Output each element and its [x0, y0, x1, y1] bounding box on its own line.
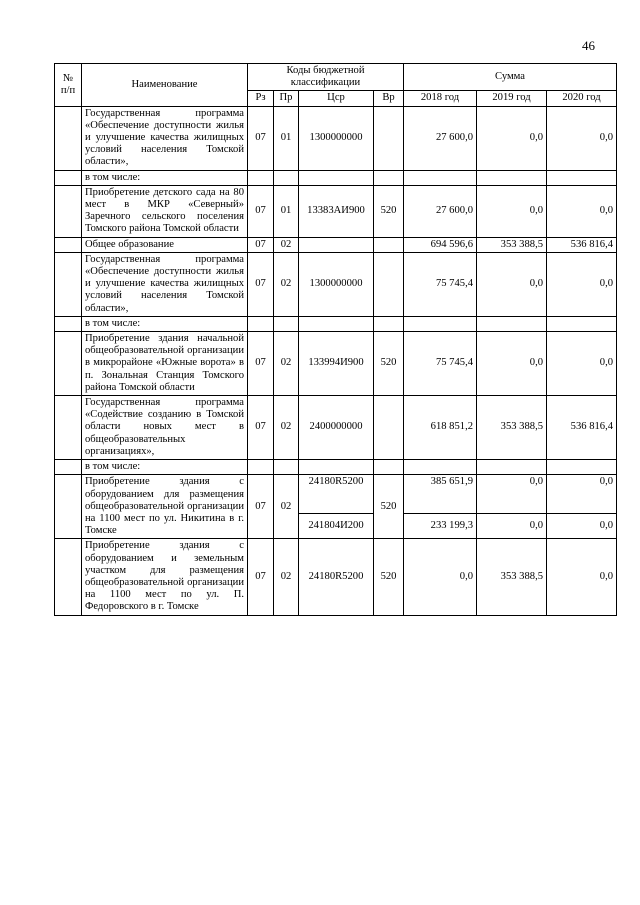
row-rz: 07 [248, 106, 274, 170]
row-2018: 75 745,4 [404, 332, 477, 396]
table-row [55, 237, 617, 252]
row-name: в том числе: [82, 170, 248, 185]
row-csr: 241804И200 [299, 514, 374, 539]
table-row [55, 332, 617, 396]
row-rz: 07 [248, 332, 274, 396]
row-rz: 07 [248, 475, 274, 539]
row-name: в том числе: [82, 460, 248, 475]
row-2020: 0,0 [547, 539, 617, 615]
row-num [55, 170, 82, 185]
table-row [55, 185, 617, 237]
row-name: Государственная программа «Содействие созданию в Томской области новых мест в общеобразовательных организациях», [82, 396, 248, 460]
table-row [55, 396, 617, 460]
row-pr: 02 [274, 396, 299, 460]
table-row [55, 460, 617, 475]
row-vr [374, 237, 404, 252]
header-2018: 2018 год [404, 91, 477, 106]
row-2020: 0,0 [547, 475, 617, 514]
row-rz: 07 [248, 396, 274, 460]
row-2019: 0,0 [477, 252, 547, 316]
header-codes: Коды бюджетной классификации [248, 64, 404, 91]
row-num [55, 396, 82, 460]
row-2020: 536 816,4 [547, 396, 617, 460]
row-vr: 520 [374, 332, 404, 396]
row-name: Приобретение здания с оборудованием и земельным участком для размещения общеобразовательной организации на 1100 мест по ул. П. Федоровского в г. Томске [82, 539, 248, 615]
row-2018: 385 651,9 [404, 475, 477, 514]
header-name: Наименование [82, 64, 248, 107]
header-rz: Рз [248, 91, 274, 106]
row-num [55, 460, 82, 475]
table-row [55, 252, 617, 316]
table-row [55, 475, 617, 514]
header-pr: Пр [274, 91, 299, 106]
row-2020: 536 816,4 [547, 237, 617, 252]
row-vr [374, 396, 404, 460]
header-num: № п/п [55, 64, 82, 107]
row-csr: 133994И900 [299, 332, 374, 396]
row-csr: 1300000000 [299, 106, 374, 170]
row-2018: 0,0 [404, 539, 477, 615]
row-rz: 07 [248, 252, 274, 316]
row-pr: 02 [274, 475, 299, 539]
row-num [55, 539, 82, 615]
row-num [55, 237, 82, 252]
header-2020: 2020 год [547, 91, 617, 106]
page-number: 46 [582, 38, 595, 53]
row-rz: 07 [248, 237, 274, 252]
row-pr: 02 [274, 332, 299, 396]
row-2018: 27 600,0 [404, 106, 477, 170]
budget-table [54, 63, 617, 616]
row-2019: 0,0 [477, 332, 547, 396]
row-name: Приобретение здания с оборудованием для размещения общеобразовательной организации на 1100 мест по ул. Никитина в г. Томске [82, 475, 248, 539]
row-2019: 353 388,5 [477, 237, 547, 252]
row-csr [299, 237, 374, 252]
header-csr: Цср [299, 91, 374, 106]
row-num [55, 185, 82, 237]
row-name: в том числе: [82, 316, 248, 331]
row-vr [374, 106, 404, 170]
row-vr: 520 [374, 475, 404, 539]
row-name: Государственная программа «Обеспечение доступности жилья и улучшение качества жилищных условий населения Томской области», [82, 106, 248, 170]
row-2020: 0,0 [547, 252, 617, 316]
row-name: Приобретение детского сада на 80 мест в МКР «Северный» Заречного сельского поселения Томского района Томской области [82, 185, 248, 237]
row-2019: 353 388,5 [477, 539, 547, 615]
header-sum: Сумма [404, 64, 617, 91]
header-2019: 2019 год [477, 91, 547, 106]
row-2018: 618 851,2 [404, 396, 477, 460]
table-row [55, 170, 617, 185]
row-num [55, 106, 82, 170]
row-vr: 520 [374, 185, 404, 237]
row-pr: 01 [274, 185, 299, 237]
table-row [55, 106, 617, 170]
row-rz: 07 [248, 185, 274, 237]
row-2019: 0,0 [477, 514, 547, 539]
row-2018: 694 596,6 [404, 237, 477, 252]
row-pr: 02 [274, 539, 299, 615]
row-2018: 75 745,4 [404, 252, 477, 316]
row-2019: 0,0 [477, 106, 547, 170]
row-num [55, 316, 82, 331]
row-num [55, 475, 82, 539]
row-2020: 0,0 [547, 106, 617, 170]
row-2020: 0,0 [547, 185, 617, 237]
row-2019: 0,0 [477, 475, 547, 514]
row-2019: 0,0 [477, 185, 547, 237]
row-2018: 27 600,0 [404, 185, 477, 237]
row-num [55, 332, 82, 396]
row-2020: 0,0 [547, 514, 617, 539]
row-name: Государственная программа «Обеспечение доступности жилья и улучшение качества жилищных условий населения Томской области», [82, 252, 248, 316]
row-csr: 24180R5200 [299, 539, 374, 615]
header-row-1 [55, 64, 617, 91]
row-2020: 0,0 [547, 332, 617, 396]
row-csr: 1300000000 [299, 252, 374, 316]
row-pr: 01 [274, 106, 299, 170]
row-rz: 07 [248, 539, 274, 615]
header-vr: Вр [374, 91, 404, 106]
row-num [55, 252, 82, 316]
row-pr: 02 [274, 252, 299, 316]
row-vr: 520 [374, 539, 404, 615]
row-2019: 353 388,5 [477, 396, 547, 460]
row-vr [374, 252, 404, 316]
row-name: Общее образование [82, 237, 248, 252]
table-row [55, 316, 617, 331]
row-pr: 02 [274, 237, 299, 252]
row-csr: 24180R5200 [299, 475, 374, 514]
row-csr: 13383АИ900 [299, 185, 374, 237]
row-name: Приобретение здания начальной общеобразовательной организации в микрорайоне «Южные ворота» в п. Зональная Станция Томского района Томской области [82, 332, 248, 396]
row-2018: 233 199,3 [404, 514, 477, 539]
table-row [55, 539, 617, 615]
row-csr: 2400000000 [299, 396, 374, 460]
